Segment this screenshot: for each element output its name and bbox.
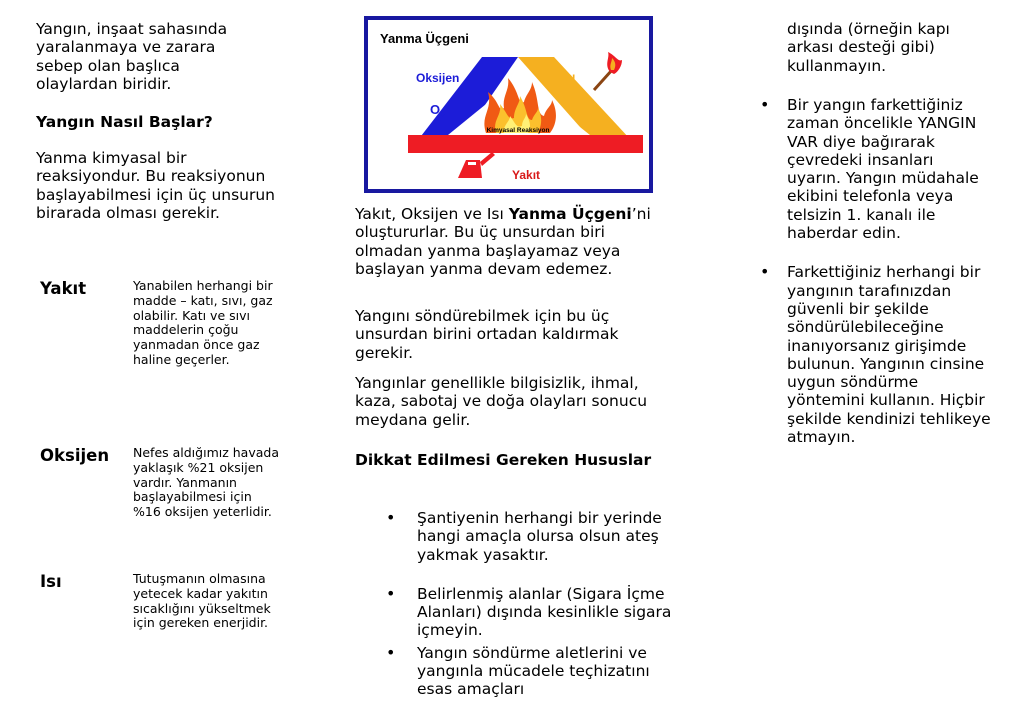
ingredient-term: Oksijen [40, 446, 110, 465]
bullet-icon: • [760, 262, 770, 282]
ingredient-desc: Yanabilen herhangi bir madde – katı, sıvı, gaz olabilir. Katı ve sıvı maddelerin çoğu yanmadan önce gaz haline geçerler. [133, 278, 273, 367]
list-item: • Yangın söndürme aletlerini ve yangınla mücadele teçhizatını esas amaçları [386, 642, 650, 699]
bullet-icon: • [760, 95, 770, 114]
bullet-icon: • [386, 583, 396, 603]
triangle-paragraph [355, 205, 653, 278]
ingredient-term: Yakıt [40, 279, 87, 298]
fuel-can-icon [458, 152, 495, 178]
bullet-icon: • [386, 642, 396, 662]
list-item: • Belirlenmiş alanlar (Sigara İçme Alanları) dışında kesinlikle sigara içmeyin. [386, 583, 672, 640]
o2-label: $O_2$ [430, 102, 446, 120]
oxygen-label: Oksijen [416, 71, 460, 85]
match-icon [594, 52, 622, 90]
triangle-fuel-side [408, 135, 643, 153]
extinguish-paragraph: Yangını söndürebilmek için bu üç unsurdan birini ortadan kaldırmak gerekir. [355, 307, 619, 362]
fire-triangle-graphic [368, 20, 649, 189]
fuel-label: Yakıt [512, 168, 541, 182]
triangle-text-start: Yakıt, Oksijen ve Isı [355, 205, 509, 223]
triangle-term: Yanma Üçgeni [508, 205, 632, 223]
ingredient-term: Isı [40, 572, 62, 591]
diagram-title: Yanma Üçgeni [380, 31, 469, 46]
precautions-list [386, 509, 676, 699]
list-item: • Farkettiğiniz herhangi bir yangının tarafınızdan güvenli bir şekilde söndürülebileceğine inanıyorsanız girişimde bulunun. Yangının cinsine uygun söndürme yöntemini kullanın. Hiçbir şekilde kendinizi tehlikeye atmayın. [760, 262, 991, 447]
section-heading-fire-start: Yangın Nasıl Başlar? [36, 113, 213, 131]
section-heading-precautions: Dikkat Edilmesi Gereken Hususlar [355, 451, 652, 469]
triangle-text-end: ’ni oluştururlar. Bu üç unsurdan biri olmadan yanma başlayamaz veya başlayan yanma devam edemez. [355, 205, 651, 278]
actions-list [760, 96, 1000, 446]
heat-label: Isı [562, 70, 576, 84]
combustion-paragraph: Yanma kimyasal bir reaksiyondur. Bu reaksiyonun başlayabilmesi için üç unsurun birarada olması gerekir. [36, 149, 276, 222]
bullet-icon: • [386, 508, 396, 527]
ingredient-desc: Nefes aldığımız havada yaklaşık %21 oksijen vardır. Yanmanın başlayabilmesi için %16 oksijen yeterlidir. [133, 445, 279, 520]
reaction-label: Kimyasal Reaksiyon [486, 127, 550, 134]
causes-paragraph: Yangınlar genellikle bilgisizlik, ihmal, kaza, sabotaj ve doğa olayları sonucu meydana gelir. [355, 374, 648, 429]
list-item: • Bir yangın farkettiğiniz zaman öncelikle YANGIN VAR diye bağırarak çevredeki insanları uyarın. Yangın müdahale ekibini telefonla veya telsizin 1. kanalı ile haberdar edin. [760, 95, 979, 243]
fire-triangle-diagram [364, 16, 653, 193]
intro-paragraph: Yangın, inşaat sahasında yaralanmaya ve zarara sebep olan başlıca olaylardan biridir. [36, 20, 228, 93]
list-item: • Şantiyenin herhangi bir yerinde hangi amaçla olursa olsun ateş yakmak yasaktır. [386, 508, 662, 564]
ingredient-desc: Tutuşmanın olmasına yetecek kadar yakıtın sıcaklığını yükseltmek için gereken enerjidir. [133, 571, 271, 631]
continued-paragraph: dışında (örneğin kapı arkası desteği gibi) kullanmayın. [787, 20, 950, 75]
